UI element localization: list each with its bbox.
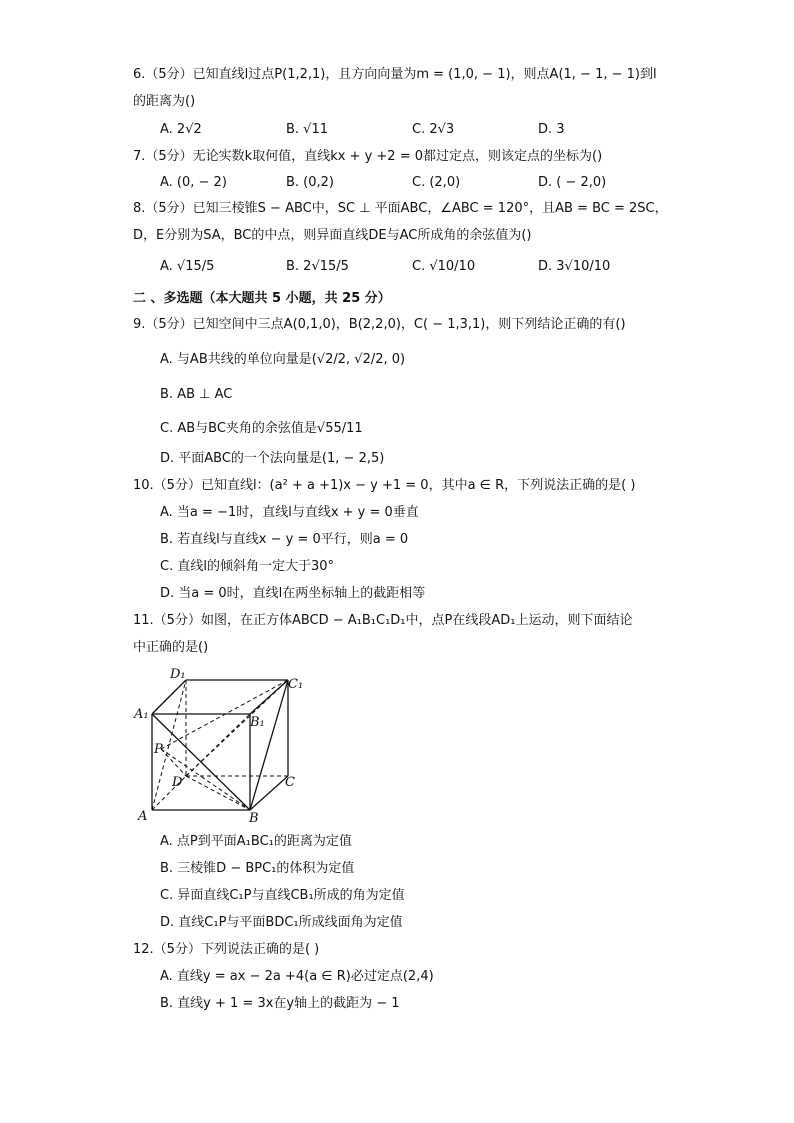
q7-option-c: C. (2,0)	[412, 175, 461, 190]
q8-stem-line1: 8.（5分）已知三棱锥S − ABC中，SC ⊥ 平面ABC，∠ABC = 120°，且AB = BC = 2SC，	[133, 201, 668, 216]
label-a: A	[138, 809, 148, 822]
q6-stem-line2: 的距离为()	[133, 94, 196, 109]
q8-option-d: D. 3√10/10	[538, 259, 611, 274]
q11-option-a: A. 点P到平面A₁BC₁的距离为定值	[160, 834, 352, 849]
q8-option-c: C. √10/10	[412, 259, 476, 274]
q7-option-b: B. (0,2)	[286, 175, 335, 190]
q11-option-d: D. 直线C₁P与平面BDC₁所成线面角为定值	[160, 915, 403, 930]
label-b1: B₁	[250, 715, 265, 730]
q9-stem: 9.（5分）已知空间中三点A(0,1,0)，B(2,2,0)，C( − 1,3,1)，则下列结论正确的有()	[133, 317, 626, 332]
q8-stem-line2: D，E分别为SA，BC的中点，则异面直线DE与AC所成角的余弦值为()	[133, 228, 532, 243]
q10-option-a: A. 当a = −1时，直线l与直线x + y = 0垂直	[160, 505, 419, 520]
label-a1: A₁	[134, 707, 149, 722]
q10-option-d: D. 当a = 0时，直线l在两坐标轴上的截距相等	[160, 586, 426, 601]
segment-d-b	[186, 776, 250, 810]
q9-option-b: B. AB ⊥ AC	[160, 387, 233, 402]
q11-stem-line1: 11.（5分）如图，在正方体ABCD − A₁B₁C₁D₁中，点P在线段AD₁上运动，则下面结论	[133, 613, 633, 628]
q7-stem: 7.（5分）无论实数k取何值，直线kx + y +2 = 0都过定点，则该定点的坐标为()	[133, 149, 603, 164]
q6-option-a: A. 2√2	[160, 122, 202, 137]
label-b: B	[249, 811, 259, 822]
q11-option-c: C. 异面直线C₁P与直线CB₁所成的角为定值	[160, 888, 405, 903]
edge-b-c	[250, 776, 288, 810]
label-d: D	[172, 775, 183, 790]
q10-option-b: B. 若直线l与直线x − y = 0平行，则a = 0	[160, 532, 409, 547]
q10-stem: 10.（5分）已知直线l：(a² + a +1)x − y +1 = 0，其中a ∈ R，下列说法正确的是( )	[133, 478, 636, 493]
q12-option-a: A. 直线y = ax − 2a +4(a ∈ R)必过定点(2,4)	[160, 969, 434, 984]
diagonal-a1-b	[152, 714, 250, 810]
q9-option-a: A. 与AB共线的单位向量是(√2/2, √2/2, 0)	[160, 352, 406, 367]
q12-option-b: B. 直线y + 1 = 3x在y轴上的截距为 − 1	[160, 996, 400, 1011]
section-heading-multiple-choice: 二 、多选题（本大题共 5 小题，共 25 分）	[133, 291, 391, 306]
label-c: C	[285, 775, 295, 790]
label-p: P	[154, 742, 163, 757]
diagonal-b-c1	[250, 680, 288, 810]
edge-a1-d1	[152, 680, 186, 714]
q8-option-b: B. 2√15/5	[286, 259, 349, 274]
label-c1: C₁	[288, 677, 304, 692]
q12-stem: 12.（5分）下列说法正确的是( )	[133, 942, 320, 957]
q6-option-b: B. √11	[286, 122, 329, 137]
q9-option-c: C. AB与BC夹角的余弦值是√55/11	[160, 421, 363, 436]
q10-option-c: C. 直线l的倾斜角一定大于30°	[160, 559, 334, 574]
q6-option-d: D. 3	[538, 122, 565, 137]
q9-option-d: D. 平面ABC的一个法向量是(1, − 2,5)	[160, 451, 385, 466]
q8-option-a: A. √15/5	[160, 259, 215, 274]
q11-stem-line2: 中正确的是()	[133, 640, 209, 655]
q11-option-b: B. 三棱锥D − BPC₁的体积为定值	[160, 861, 355, 876]
segment-d-b1	[186, 714, 250, 776]
cube-figure	[130, 662, 310, 822]
q6-stem-line1: 6.（5分）已知直线l过点P(1,2,1)，且方向向量为m = (1,0, − 1)，则点A(1, − 1, − 1)到l	[133, 67, 657, 82]
q7-option-d: D. ( − 2,0)	[538, 175, 607, 190]
label-d1: D₁	[170, 667, 186, 682]
q6-option-c: C. 2√3	[412, 122, 455, 137]
q7-option-a: A. (0, − 2)	[160, 175, 227, 190]
